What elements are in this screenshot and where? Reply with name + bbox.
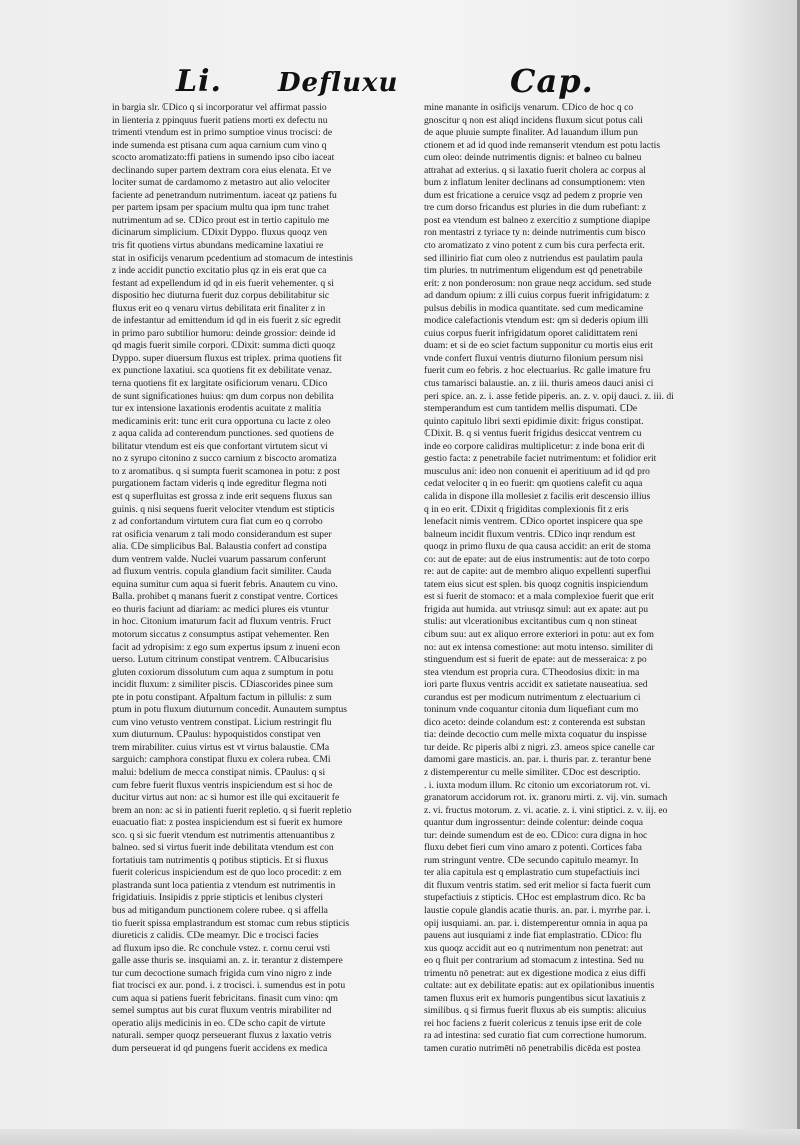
- text-line: euacuatio fiat: z postea inspiciendum est si fuerit ex humore: [112, 817, 343, 829]
- text-line: trimenti vtendum est in primo sumptioe vinus trocisci: de: [112, 127, 333, 139]
- text-line: galle asse thuris se. insquiami an. z. ir. terantur z distempere: [112, 955, 343, 967]
- text-line: trimentu nō penetrat: aut ex digestione modica z eius diffi: [424, 967, 646, 979]
- bottom-strip: [0, 1129, 800, 1145]
- text-line: balneum incidit fluxum ventris. ℂDico inqr rendum est: [424, 528, 636, 540]
- text-line: z. vi. fructus motorum. z. vi. acatie. z. i. vini stiptici. z. v. iij. eo: [424, 804, 668, 816]
- text-line: terna quotiens fit ex largitate osificiorum venaru. ℂDico: [112, 378, 328, 390]
- text-line: facit ad ydropisim: z ego sum expertus ipsum z inueni econ: [112, 641, 341, 653]
- text-line: diureticis z calidis. ℂDe meamyr. Dic e trocisci facies: [112, 930, 319, 942]
- text-line: fluxus erit eo q venaru virtus debilitata erit finaliter z in: [112, 302, 326, 314]
- text-line: ra ad intestina: sed curatio fiat cum correctione humorum.: [424, 1030, 647, 1042]
- text-line: in lienteria z ppinquus fuerit patiens morti ex defectu nu: [112, 114, 328, 126]
- text-line: naturali. semper quoqz perseuerant fluxus z laxatio vetris: [112, 1030, 332, 1042]
- text-line: de sunt significationes huius: qm dum corpus non debilita: [112, 390, 334, 402]
- text-line: plastranda sunt loca patientia z vtendum est nutrimentis in: [112, 879, 336, 891]
- text-line: no z syrupo citonino z succo carnium z biscocto aromatiza: [112, 453, 337, 465]
- text-line: malui: bdelium de mecca constipat nimis. ℂPaulus: q si: [112, 766, 326, 778]
- text-line: ducitur virtus aut non: ac si humor est ille qui excitauerit fe: [112, 792, 340, 804]
- text-line: nutrimentum ad se. ℂDico prout est in tertio capitulo me: [112, 214, 330, 226]
- text-line: musculus ani: ideo non conuenit ei aperitiuum ad id qd pro: [424, 465, 650, 477]
- text-line: opij iusquiami. an. par. i. distemperentur omnia in aqua pa: [424, 917, 648, 929]
- text-line: qd magis fuerit simile corpori. ℂDixit: summa dicti quoqz: [112, 340, 336, 352]
- text-line: quantur dum ingrossentur: deinde colentur: deinde coqua: [424, 817, 643, 829]
- text-line: duam: et si de eo sciet factum supponitur cu mortis eius erit: [424, 340, 653, 352]
- text-line: dit fluxum ventris statim. sed erit melior si facta fuerit cum: [424, 879, 651, 891]
- text-line: operatio alijs medicinis in eo. ℂDe scho capit de virtute: [112, 1017, 326, 1029]
- text-line: incidit fluxum: z similiter piscis. ℂDiascorides pinee sum: [112, 679, 333, 691]
- text-line: tre cum dorso fricandus est pluries in die dum rubefiant: z: [424, 202, 647, 214]
- text-line: cibum suu: aut ex aliquo errore exteriori in potu: aut ex fom: [424, 628, 654, 640]
- text-line: lociter sumat de cardamomo z metastro aut alio velociter: [112, 177, 330, 189]
- text-line: xus quoqz accidit aut eo q nutrimentum non penetrat: aut: [424, 942, 643, 954]
- text-line: stulis: aut vlcerationibus excitantibus cum q non stineat: [424, 616, 637, 628]
- text-line: eo thuris faciunt ad diariam: ac medici plures eis vtuntur: [112, 603, 329, 615]
- text-line: sarguich: camphora constipat fluxu ex colera rubea. ℂMi: [112, 754, 331, 766]
- text-line: no: aut ex intensa comestione: aut motu intenso. similiter di: [424, 641, 654, 653]
- text-line: tur deide. Rc piperis albi z nigri. z3. ameos spice canelle car: [424, 741, 655, 753]
- text-line: est q superfluitas est grossa z inde erit sequens fluxus san: [112, 490, 333, 502]
- text-line: fuerit cum eo febris. z hoc electuarius. Rc galle imature fru: [424, 365, 651, 377]
- text-line: festant ad expellendum id qd in eis fuerit vehementer. q si: [112, 277, 334, 289]
- text-line: quoqz in primo fluxu de qua causa accidit: an erit de stoma: [424, 541, 651, 553]
- text-line: eo q fluit per contrarium ad stomacum z intestina. Sed nu: [424, 955, 644, 967]
- text-line: sco. q si sic fuerit vtendum est nutrimentis attenuantibus z: [112, 829, 335, 841]
- text-line: attrahat ad exterius. q si laxatio fuerit cholera ac corpus al: [424, 164, 646, 176]
- text-line: equina sumitur cum aqua si fuerit febris. Anautem cu vino.: [112, 578, 338, 590]
- text-line: dico aceto: deinde colandum est: z conterenda est substan: [424, 716, 646, 728]
- text-line: stemperandum est cum tantidem mellis dispumati. ℂDe: [424, 403, 638, 415]
- text-line: alia. ℂDe simplicibus Bal. Balaustia confert ad constipa: [112, 541, 327, 553]
- text-line: tio fuerit spissa emplastrandum est stomac cum rebus stipticis: [112, 917, 350, 929]
- text-line: rat osificia venarum z tali modo considerandum est super: [112, 528, 332, 540]
- running-head-folio: Li.: [176, 64, 222, 99]
- text-line: xum diuturnum. ℂPaulus: hypoquistidos constipat ven: [112, 729, 321, 741]
- text-line: tur ex intensione laxationis erodentis acuitate z malitia: [112, 403, 322, 415]
- text-line: purgationem factam videris q inde egreditur flegma noti: [112, 478, 327, 490]
- text-line: z ad confortandum virtutem cura fiat cum eo q corrobo: [112, 516, 323, 528]
- text-line: ad fluxum ipso die. Rc conchule vstez. r. cornu cerui vsti: [112, 942, 331, 954]
- text-line: cum vino vetusto ventrem constipat. Licium restringit flu: [112, 716, 332, 728]
- text-line: co: aut de epate: aut de eius instrumentis: aut de toto corpo: [424, 553, 650, 565]
- text-line: vnde confert fluxui ventris diuturno filonium persum nisi: [424, 352, 644, 364]
- text-line: est si fuerit de stomaco: et a mala complexioe fuerit que erit: [424, 591, 654, 603]
- text-line: q in eo erit. ℂDixit q frigiditas complexionis fit z eris: [424, 503, 629, 515]
- text-line: Dyppo. super diuersum fluxus est triplex. prima quotiens fit: [112, 352, 342, 364]
- text-line: stat in osificijs venarum pcedentium ad stomacum de intestinis: [112, 252, 353, 264]
- text-line: stea vtendum est propria cura. ℂTheodosius dixit: in ma: [424, 666, 640, 678]
- text-line: dispositio hec diuturna fuerit duz corpus debilitabitur sic: [112, 290, 330, 302]
- text-line: laustie copule glandis acatie thuris. an. par. i. myrrhe par. i.: [424, 905, 651, 916]
- text-line: modice calefactionis vtendum est: qm si dederis opium illi: [424, 315, 649, 327]
- text-line: fortatiuis tam nutrimentis q potibus stipticis. Et si fluxus: [112, 854, 329, 866]
- text-line: ad fluxum ventris. copula glandium facit similiter. Cauda: [112, 566, 332, 578]
- text-column-left: [112, 102, 368, 1084]
- running-head-chapter: Cap.: [510, 62, 594, 100]
- text-line: in primo paro subtilior humoru: deinde grossior: deinde id: [112, 327, 336, 339]
- text-line: z aqua calida ad conterendum punctiones. sed quotiens de: [112, 428, 334, 440]
- text-line: Balla. prohibet q manans fuerit z constipat ventre. Cortices: [112, 591, 338, 603]
- text-line: peri spice. an. z. i. asse fetide piperis. an. z. v. opij dauci. z. iii. di: [424, 390, 674, 402]
- text-line: ptum in potu fluxum diuturnum concedit. Aunautem sumptus: [112, 704, 348, 716]
- text-line: gestio facta: z penetrabile faciet nutrimentum: et folidior erit: [424, 453, 657, 465]
- text-line: guinis. q nisi sequens fuerit velociter vtendum est stipticis: [112, 503, 335, 515]
- text-line: trem mirabiliter. cuius virtus est vt virtus balaustie. ℂMa: [112, 741, 330, 753]
- text-line: lenefacit nimis ventrem. ℂDico oportet inspicere qua spe: [424, 516, 643, 528]
- text-line: fuerit colericus inspiciendum est de quo loco procedit: z em: [112, 867, 342, 879]
- text-line: dicinarum simplicium. ℂDixit Dyppo. fluxus quoqz ven: [112, 227, 328, 239]
- text-line: ex punctione laxatiui. sca quotiens fit ex debilitate venaz.: [112, 365, 333, 377]
- text-line: tur cum decoctione sumach frigida cum vino nigro z inde: [112, 967, 332, 979]
- text-line: cum aqua si patiens fuerit febricitans. finasit cum vino: qm: [112, 992, 338, 1004]
- text-line: stinguendum est si fuerit de epate: aut de messeraica: z po: [424, 654, 647, 666]
- text-line: de aque pluuie sumpte finaliter. Ad lauandum illum pun: [424, 127, 638, 139]
- text-line: mine manante in osificijs venarum. ℂDico de hoc q co: [424, 102, 634, 113]
- text-line: cum febre fuerit fluxus ventris inspiciendum est si hoc de: [112, 779, 333, 791]
- text-line: ctionem et ad id quod inde remanserit vtendum est potu lactis: [424, 139, 661, 151]
- text-line: toninum vnde coquantur citonia dum liquefiant cum mo: [424, 704, 639, 716]
- text-line: ℂDixit. B. q si ventus fuerit frigidus desiccat ventrem cu: [424, 428, 642, 440]
- text-line: cultate: aut ex debilitate epatis: aut ex opilationibus inuentis: [424, 980, 655, 992]
- text-line: bilitatur vtendum est eis que confortant virtutem sicut vi: [112, 440, 328, 452]
- text-line: balneo. sed si virtus fuerit inde debilitata vtendum est con: [112, 842, 334, 854]
- text-line: calida in dispone illa mollesiet z facilis erit descensio illius: [424, 490, 651, 502]
- text-line: inde eo corpore calidiras multiplicetur: z inde bona erit di: [424, 440, 645, 452]
- text-line: gnoscitur q non est aliqd incidens fluxum sicut potus cali: [424, 114, 643, 126]
- text-line: bus ad mitigandum punctionem colere rubee. q si affella: [112, 905, 328, 916]
- text-line: tamen fluxus erit ex humoris pungentibus sicut laxatiuis z: [424, 992, 646, 1004]
- text-line: . i. iuxta modum illum. Rc citonio um excoriatorum rot. vi.: [424, 779, 651, 791]
- text-line: per partem ipsam per spacium multu qua ipm tunc trahet: [112, 202, 330, 214]
- text-line: curandus est per modicum nutrimentum z electuarium ci: [424, 691, 641, 703]
- text-line: tia: deinde decoctio cum melle mixta coquatur du inspisse: [424, 729, 647, 741]
- text-line: erit: z non ponderosum: non graue neqz accidum. sed stude: [424, 277, 652, 289]
- text-line: z inde accidit punctio excitatio plus qz in eis erat que ca: [112, 265, 327, 277]
- text-line: post ea vtendum est balneo z exercitio z sumptione diapipe: [424, 214, 651, 226]
- text-line: faciente ad penetrandum nutrimentum. iaceat qz patiens fu: [112, 189, 337, 201]
- text-line: frigida aut humida. aut vtriusqz simul: aut ex apate: aut pu: [424, 603, 649, 615]
- text-line: cedat velociter q in eo fuerit: qm quotiens calefit cu aqua: [424, 478, 643, 490]
- text-line: medicaminis erit: tunc erit cura opportuna cu lacte z oleo: [112, 415, 331, 427]
- text-line: brem an non: ac si in patienti fuerit repletio. q si fuerit repletio: [112, 804, 352, 816]
- text-line: ron mentastri z tyriace ty n: deinde nutrimentis cum bisco: [424, 227, 646, 239]
- running-head-title: Defluxu: [278, 68, 399, 98]
- text-line: ad dandum opium: z illi cuius corpus fuerit infrigidatum: z: [424, 290, 650, 302]
- text-line: fiat trocisci ex aur. pond. i. z trocisci. i. sumendus est in potu: [112, 980, 346, 992]
- text-line: quinto capitulo libri sexti epidimie dixit: frigus constipat.: [424, 415, 644, 427]
- text-line: damomi gare masticis. an. par. i. thuris par. z. terantur bene: [424, 754, 651, 766]
- text-line: tatem eius sicut est splen. bis quoqz cognitis inspiciendum: [424, 578, 649, 590]
- text-line: semel sumptus aut bis curat fluxum ventris mirabiliter nd: [112, 1005, 332, 1017]
- text-line: ter alia capitula est q emplastratio cum stupefactiuis inci: [424, 867, 640, 879]
- text-line: declinando super partem dextram cora eius elenata. Et ve: [112, 164, 332, 176]
- page-fold-shadow: [728, 0, 800, 1145]
- text-line: similibus. q si firmus fuerit fluxus ab eis sumptis: alicuius: [424, 1005, 647, 1017]
- text-line: tur: deinde sumendum est de eo. ℂDico: cura digna in hoc: [424, 829, 648, 841]
- text-line: rum stringunt ventre. ℂDe secundo capitulo meamyr. In: [424, 854, 639, 866]
- text-line: uerso. Lutum citrinum constipat ventrem. ℂAlbucarisius: [112, 654, 329, 666]
- text-line: to z aromatibus. q si sumpta fuerit scamonea in potu: z post: [112, 465, 341, 477]
- text-line: tris fit quotiens virtus abundans medicamine laxatiui re: [112, 240, 324, 252]
- text-line: tim pluries. tn nutrimentum eligendum est qd penetrabile: [424, 265, 643, 277]
- text-line: motorum siccatus z consumptus astipat vehementer. Ren: [112, 628, 330, 640]
- text-line: stupefactiuis z stipticis. ℂHoc est emplastrum dico. Rc ba: [424, 892, 646, 904]
- text-line: gluten coxiorum dissolutum cum aqua z sumptum in potu: [112, 666, 334, 678]
- text-line: dum perseuerat id qd pungens fuerit accidens ex medica: [112, 1043, 328, 1055]
- text-line: de infestantur ad emittendum id qd in eis fuerit z sic egredit: [112, 315, 341, 327]
- text-line: sed illinirio fiat cum oleo z nutriendus est paulatim paula: [424, 252, 643, 264]
- text-line: frigidatiuis. Insipidis z pprie stipticis et lenibus clysteri: [112, 892, 324, 904]
- text-column-right: [424, 102, 708, 1084]
- text-line: pte in potu constipant. Afpaltum factum in pillulis: z sum: [112, 691, 332, 703]
- text-line: z distemperentur cu melle similiter. ℂDoc est descriptio.: [424, 766, 641, 778]
- text-line: in bargia slr. ℂDico q si incorporatur vel affirmat passio: [112, 102, 327, 113]
- text-line: bum z inflatum leniter declinans ad consumptionem: vten: [424, 177, 645, 189]
- text-line: tamen curatio nutrimēti nō penetrabilis dicēda est postea: [424, 1043, 641, 1055]
- text-line: cum oleo: deinde nutrimentis dignis: et balneo cu balneu: [424, 152, 642, 164]
- text-line: fluxu debet fieri cum vino amaro z potenti. Cortices faba: [424, 842, 642, 854]
- text-line: pauens aut iusquiami z inde fiat emplastratio. ℂDico: flu: [424, 930, 642, 942]
- text-line: iori parte fluxus ventris accidit ex satietate nauseatiua. sed: [424, 679, 648, 691]
- text-line: granatorum accidorum rot. ix. granoru mirti. z. vij. vin. sumach: [424, 792, 668, 804]
- text-line: cto aromatizato z vino potent z cum bis cura perfecta erit.: [424, 240, 645, 252]
- text-line: in hoc. Citonium imaturum facit ad fluxum ventris. Fruct: [112, 616, 332, 628]
- text-line: ctus tamarisci balaustie. an. z iii. thuris ameos dauci anisi ci: [424, 378, 654, 390]
- text-line: scocto aromatizato:ffi patiens in sumendo ipso cibo iaceat: [112, 152, 335, 164]
- text-line: dum ventrem valde. Nuclei vuarum passarum conferunt: [112, 553, 326, 565]
- text-line: pulsus debilis in modica quantitate. sed cum medicamine: [424, 302, 644, 314]
- text-line: re: aut de capite: aut de membro aliquo expellenti superflui: [424, 566, 651, 578]
- text-line: dum est fricatione a ceruice vsqz ad pedem z proprie ven: [424, 189, 643, 201]
- text-line: rei hoc faciens z fuerit colericus z tenuis ipse erit de cole: [424, 1017, 642, 1029]
- text-line: inde sumenda est ptisana cum aqua carnium cum vino q: [112, 139, 327, 151]
- text-line: cuius corpus fuerit infrigidatum oporet calidittatem reni: [424, 327, 638, 339]
